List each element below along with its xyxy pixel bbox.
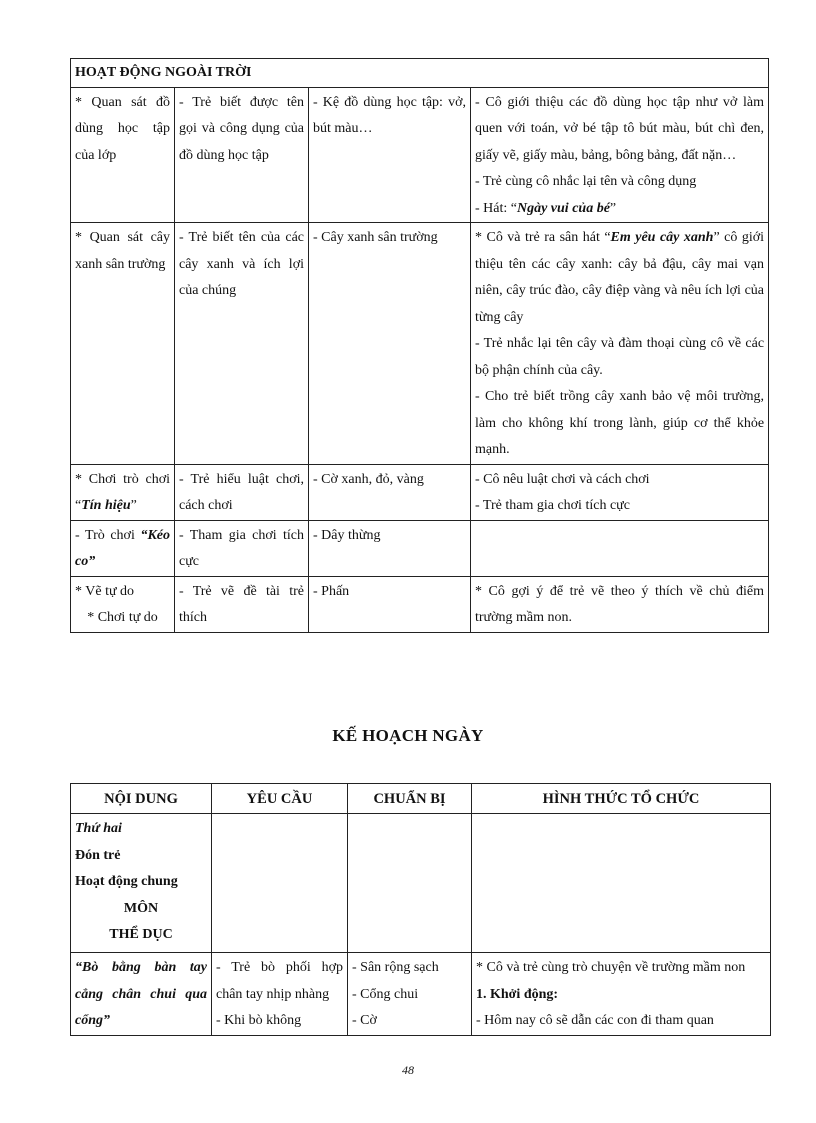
method-cell	[471, 464, 769, 520]
requirement-cell: - Tham gia chơi tích cực	[175, 520, 309, 576]
preparation-cell: - Dây thừng	[309, 520, 471, 576]
content-cell: * Quan sát cây xanh sân trường	[71, 223, 175, 465]
page-number: 48	[402, 1063, 414, 1077]
method-line: - Cô giới thiệu các đồ dùng học tập như vở làm quen với toán, vở bé tập tô bút màu, bút chì đen, giấy vẽ, giấy màu, bảng, bông bảng, đất nặn…	[475, 94, 765, 163]
preparation-cell: - Cây xanh sân trường	[309, 223, 471, 465]
daily-plan-table	[70, 783, 771, 1036]
method-cell: * Cô và trẻ cùng trò chuyện về trường mầm non 1. Khởi động: - Hôm nay cô sẽ dẫn các con đi tham quan	[472, 953, 771, 1036]
lesson-row	[71, 953, 771, 1036]
game-title: Tín hiệu	[81, 498, 131, 513]
table-row	[71, 223, 769, 465]
content-cell: * Vẽ tự do * Chơi tự do	[71, 576, 175, 632]
content-cell: * Quan sát đồ dùng học tập của lớp	[71, 87, 175, 223]
method-line: - Trẻ cùng cô nhắc lại tên và công dụng	[475, 174, 697, 189]
method-line: - Cô nêu luật chơi và cách chơi	[475, 471, 650, 487]
requirement-cell: - Trẻ vẽ đề tài trẻ thích	[175, 576, 309, 632]
header-content: NỘI DUNG	[71, 784, 212, 814]
subject-name: THỂ DỤC	[109, 927, 173, 942]
method-cell	[471, 520, 769, 576]
method-line: - Hát: “Ngày vui của bé”	[475, 200, 617, 216]
content-cell	[71, 814, 212, 953]
method-line: - Trẻ nhắc lại tên cây và đàm thoại cùng cô về các bộ phận chính của cây.	[475, 336, 765, 378]
preparation-cell: - Phấn	[309, 576, 471, 632]
method-cell	[471, 87, 769, 223]
lesson-title: “Bò bằng bàn tay cẳng chân chui qua cổng”	[71, 953, 212, 1036]
empty-cell	[472, 814, 771, 953]
method-line: - Cho trẻ biết trồng cây xanh bảo vệ môi trường, làm cho không khí trong lành, giúp cơ thể khỏe mạnh.	[475, 389, 765, 457]
song-title: Ngày vui của bé	[516, 200, 610, 216]
header-row	[71, 784, 771, 814]
header-requirement: YÊU CẦU	[212, 784, 348, 814]
requirement-cell: - Trẻ biết tên của các cây xanh và ích lợi của chúng	[175, 223, 309, 465]
table-row	[71, 87, 769, 223]
content-cell: * Chơi trò chơi “Tín hiệu”	[71, 464, 175, 520]
subject-label: MÔN	[123, 900, 159, 916]
content-cell: - Trò chơi “Kéo co”	[71, 520, 175, 576]
intro-row	[71, 814, 771, 953]
requirement-cell: - Trẻ bò phối hợp chân tay nhịp nhàng - Khi bò không	[212, 953, 348, 1036]
method-line: - Trẻ tham gia chơi tích cực	[475, 498, 630, 513]
preparation-cell: - Kệ đồ dùng học tập: vở, bút màu…	[309, 87, 471, 223]
section-title: HOẠT ĐỘNG NGOÀI TRỜI	[71, 59, 769, 88]
song-title: Em yêu cây xanh	[610, 230, 714, 245]
outdoor-activity-table	[70, 58, 769, 633]
table-row	[71, 520, 769, 576]
method-cell	[471, 223, 769, 465]
empty-cell	[212, 814, 348, 953]
preparation-cell: - Sân rộng sạch - Cổng chui - Cờ	[348, 953, 472, 1036]
requirement-cell: - Trẻ biết được tên gọi và công dụng của đồ dùng học tập	[175, 87, 309, 223]
header-preparation: CHUẨN BỊ	[348, 784, 472, 814]
table-row	[71, 464, 769, 520]
warmup-heading: 1. Khởi động:	[476, 986, 559, 1002]
method-cell: * Cô gợi ý để trẻ vẽ theo ý thích về chủ điểm trường mầm non.	[471, 576, 769, 632]
requirement-cell: - Trẻ hiểu luật chơi, cách chơi	[175, 464, 309, 520]
day-label: Thứ hai	[75, 821, 122, 836]
welcome-label: Đón trẻ	[75, 847, 121, 863]
common-activity-label: Hoạt động chung	[75, 874, 178, 889]
plan-title: KẾ HOẠCH NGÀY	[332, 726, 484, 745]
preparation-cell: - Cờ xanh, đỏ, vàng	[309, 464, 471, 520]
header-method: HÌNH THỨC TỔ CHỨC	[472, 784, 771, 814]
empty-cell	[348, 814, 472, 953]
section-header-row	[71, 59, 769, 88]
game-title: “Kéo co”	[75, 527, 171, 569]
table-row	[71, 576, 769, 632]
method-line: * Cô và trẻ ra sân hát “Em yêu cây xanh” cô giới thiệu tên các cây xanh: cây bả đậu, cây mai vạn niên, cây trúc đào, cây điệp vàng và nêu ích lợi của từng cây	[475, 230, 765, 325]
